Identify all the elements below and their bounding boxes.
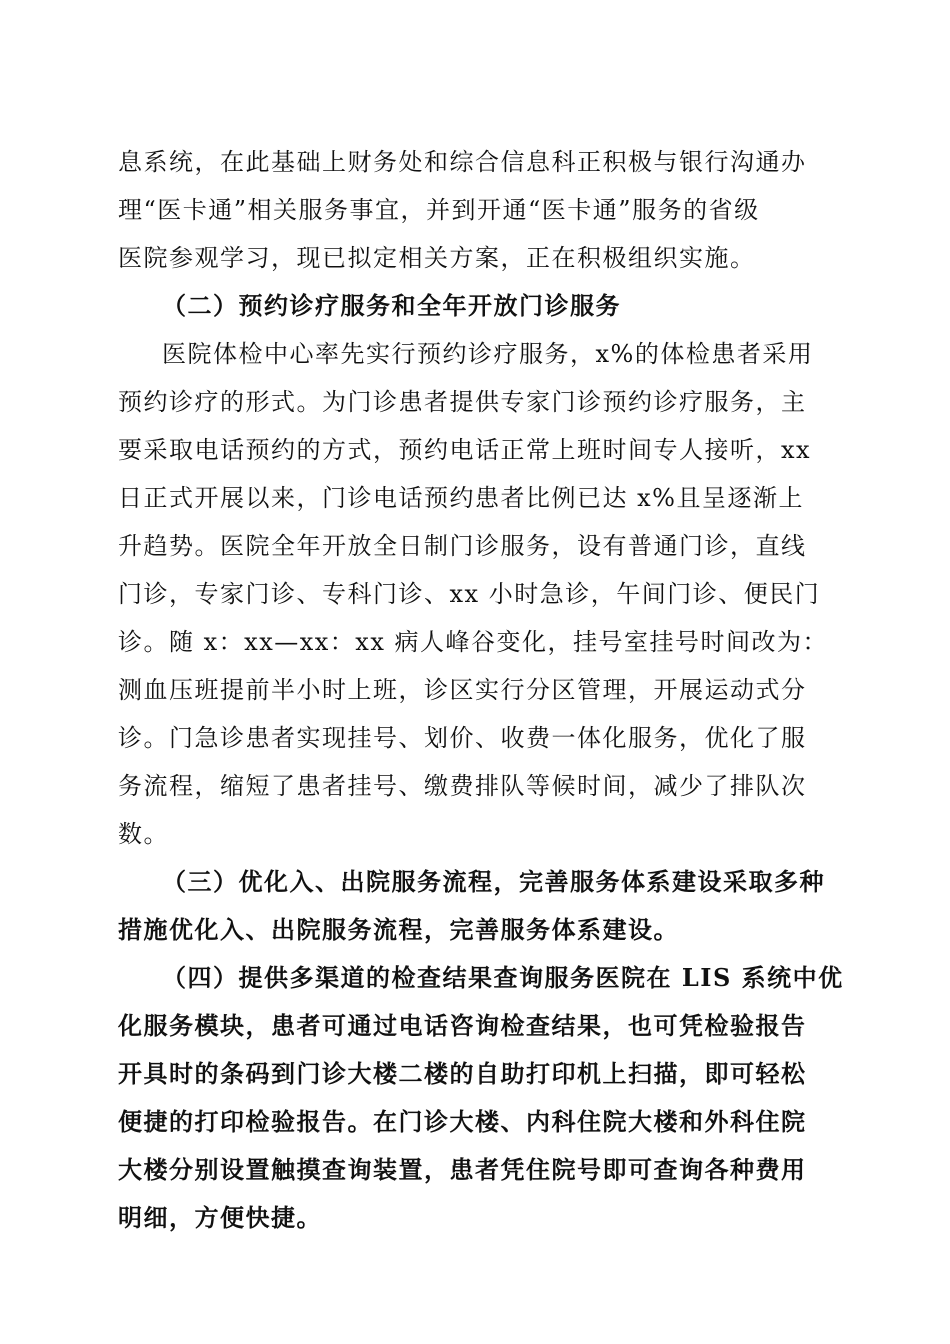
- text-line: 门诊，专家门诊、专科门诊、xx 小时急诊，午间门诊、便民门: [118, 580, 821, 608]
- text-line: 日正式开展以来，门诊电话预约患者比例已达 x%且呈逐渐上: [118, 484, 804, 512]
- section-heading-3: [118, 858, 830, 954]
- heading-line: 便捷的打印检验报告。在门诊大楼、内科住院大楼和外科住院: [118, 1107, 807, 1136]
- heading-line: （四）提供多渠道的检查结果查询服务医院在 LIS 系统中优: [162, 963, 844, 992]
- heading-line: （三）优化入、出院服务流程，完善服务体系建设采取多种: [162, 867, 825, 896]
- text-line: 医院参观学习，现已拟定相关方案，正在积极组织实施。: [118, 244, 756, 272]
- text-line: 预约诊疗的形式。为门诊患者提供专家门诊预约诊疗服务，主: [118, 388, 807, 416]
- text-line: 诊。随 x：xx—xx：xx 病人峰谷变化，挂号室挂号时间改为：: [118, 628, 829, 656]
- heading-line: 开具时的条码到门诊大楼二楼的自助打印机上扫描，即可轻松: [118, 1059, 807, 1088]
- heading-line: 措施优化入、出院服务流程，完善服务体系建设。: [118, 915, 679, 944]
- text-line: 理“医卡通”相关服务事宜，并到开通“医卡通”服务的省级: [118, 196, 760, 224]
- text-line: 医院体检中心率先实行预约诊疗服务，x%的体检患者采用: [162, 340, 814, 368]
- heading-line: 大楼分别设置触摸查询装置，患者凭住院号即可查询各种费用: [118, 1155, 807, 1184]
- paragraph-continuation: [118, 138, 830, 282]
- section-heading-4: [118, 954, 844, 1242]
- heading-line: 明细，方便快捷。: [118, 1203, 322, 1232]
- text-line: 务流程，缩短了患者挂号、缴费排队等候时间，减少了排队次: [118, 772, 807, 800]
- text-line: 升趋势。医院全年开放全日制门诊服务，设有普通门诊，直线: [118, 532, 807, 560]
- document-body: [118, 138, 844, 1242]
- paragraph-appointment-service: [118, 330, 830, 858]
- text-line: 诊。门急诊患者实现挂号、划价、收费一体化服务，优化了服: [118, 724, 807, 752]
- text-line: 要采取电话预约的方式，预约电话正常上班时间专人接听，xx: [118, 436, 812, 464]
- text-line: 测血压班提前半小时上班，诊区实行分区管理，开展运动式分: [118, 676, 807, 704]
- heading-line: 化服务模块，患者可通过电话咨询检查结果，也可凭检验报告: [118, 1011, 807, 1040]
- heading-line: （二）预约诊疗服务和全年开放门诊服务: [162, 291, 621, 320]
- section-heading-2: [118, 282, 830, 330]
- text-line: 息系统，在此基础上财务处和综合信息科正积极与银行沟通办: [118, 148, 807, 176]
- text-line: 数。: [118, 820, 169, 848]
